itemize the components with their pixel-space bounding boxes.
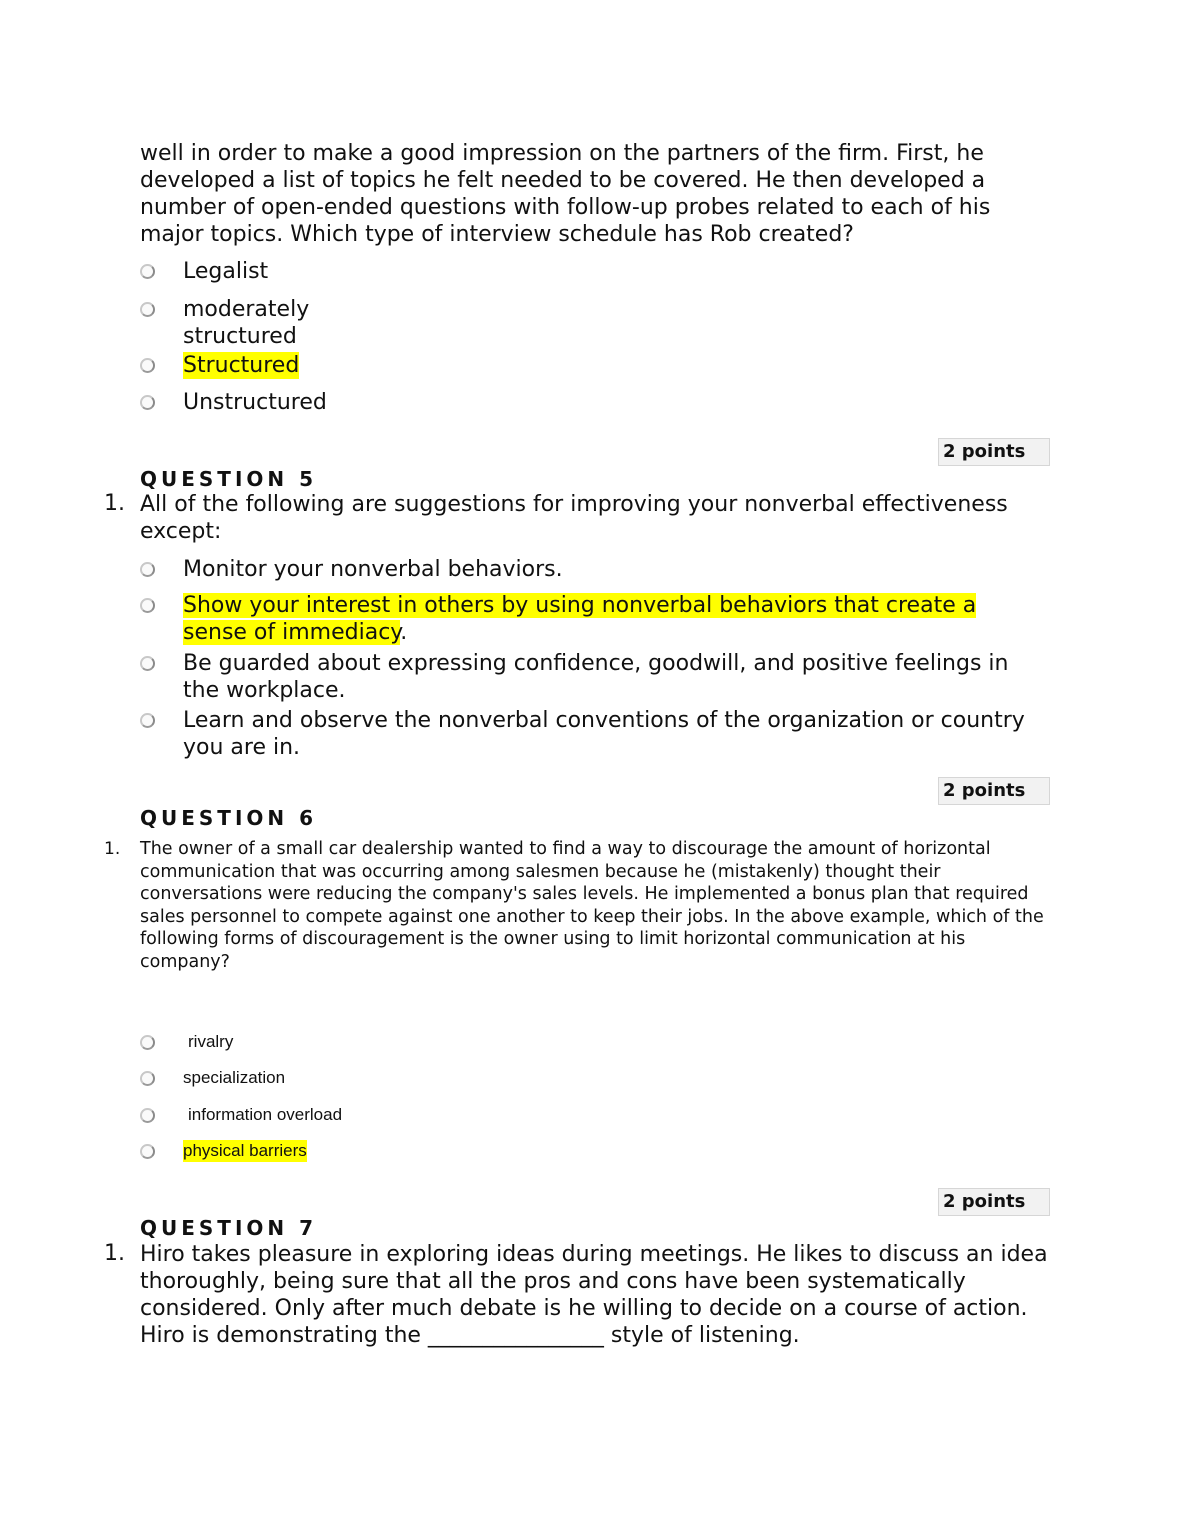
list-number: 1. bbox=[104, 839, 121, 859]
points-badge: 2 points bbox=[938, 1188, 1050, 1216]
option-label: Learn and observe the nonverbal conventions of the organization or country you are in. bbox=[183, 708, 1025, 760]
question-6-text: The owner of a small car dealership wanted to find a way to discourage the amount of horizontal communication that was occurring among salesmen because he (mistakenly) thought their conversations were reducing the company's sales levels. He implemented a bonus plan that required sales personnel to compete against one another to keep their jobs. In the above example, which of the following forms of discouragement is the owner using to limit horizontal communication at his company? bbox=[140, 839, 1044, 972]
q5-option-4[interactable] bbox=[140, 707, 1043, 761]
question-5-text: All of the following are suggestions for improving your nonverbal effectiveness except: bbox=[140, 492, 1008, 544]
q6-option-information-overload[interactable] bbox=[140, 1104, 342, 1126]
q4-option-unstructured[interactable] bbox=[140, 389, 327, 416]
radio-button-icon[interactable] bbox=[140, 713, 155, 728]
question-heading: QUESTION 6 bbox=[140, 806, 318, 830]
question-4-text: well in order to make a good impression on the partners of the firm. First, he developed a list of topics he felt needed to be covered. He then developed a number of open-ended questions with follow-up probes related to each of his major topics. Which type of interview schedule has Rob created? bbox=[140, 141, 991, 247]
radio-button-icon[interactable] bbox=[140, 1071, 155, 1086]
radio-button-icon[interactable] bbox=[140, 395, 155, 410]
option-suffix: . bbox=[400, 620, 408, 645]
option-label-highlighted: physical barriers bbox=[183, 1141, 307, 1160]
radio-button-icon[interactable] bbox=[140, 1144, 155, 1159]
radio-button-icon[interactable] bbox=[140, 656, 155, 671]
question-heading: QUESTION 7 bbox=[140, 1216, 318, 1240]
points-badge: 2 points bbox=[938, 777, 1050, 805]
list-number: 1. bbox=[104, 1241, 125, 1266]
q4-option-legalist[interactable] bbox=[140, 258, 268, 285]
q6-option-rivalry[interactable] bbox=[140, 1031, 233, 1053]
question-7-text: Hiro takes pleasure in exploring ideas during meetings. He likes to discuss an idea thoroughly, being sure that all the pros and cons have been systematically considered. Only after much debate is he willing to decide on a course of action. Hiro is demonstrating the ________________ style of listening. bbox=[140, 1242, 1048, 1348]
q5-option-1[interactable] bbox=[140, 556, 563, 583]
option-label-highlighted: Structured bbox=[183, 353, 300, 378]
option-label: specialization bbox=[183, 1068, 286, 1087]
q6-option-specialization[interactable] bbox=[140, 1067, 285, 1089]
option-label: moderately structured bbox=[183, 297, 310, 349]
q5-option-3[interactable] bbox=[140, 650, 1043, 704]
radio-button-icon[interactable] bbox=[140, 264, 155, 279]
q4-option-moderately-structured[interactable] bbox=[140, 296, 333, 350]
radio-button-icon[interactable] bbox=[140, 302, 155, 317]
q6-option-physical-barriers[interactable] bbox=[140, 1140, 307, 1162]
option-label-highlighted: Show your interest in others by using nonverbal behaviors that create a sense of immediacy bbox=[183, 593, 977, 645]
option-label: Unstructured bbox=[183, 390, 327, 415]
radio-button-icon[interactable] bbox=[140, 562, 155, 577]
radio-button-icon[interactable] bbox=[140, 358, 155, 373]
points-badge: 2 points bbox=[938, 438, 1050, 466]
q5-option-2[interactable] bbox=[140, 592, 1043, 646]
question-heading: QUESTION 5 bbox=[140, 467, 318, 491]
option-label bbox=[183, 592, 1043, 646]
option-label: Legalist bbox=[183, 259, 269, 284]
option-label: Be guarded about expressing confidence, goodwill, and positive feelings in the workplace. bbox=[183, 651, 1009, 703]
option-label: Monitor your nonverbal behaviors. bbox=[183, 557, 563, 582]
radio-button-icon[interactable] bbox=[140, 1108, 155, 1123]
option-label: information overload bbox=[188, 1105, 343, 1124]
q4-option-structured[interactable] bbox=[140, 352, 299, 379]
option-label: rivalry bbox=[188, 1032, 234, 1051]
list-number: 1. bbox=[104, 491, 125, 516]
radio-button-icon[interactable] bbox=[140, 598, 155, 613]
radio-button-icon[interactable] bbox=[140, 1035, 155, 1050]
